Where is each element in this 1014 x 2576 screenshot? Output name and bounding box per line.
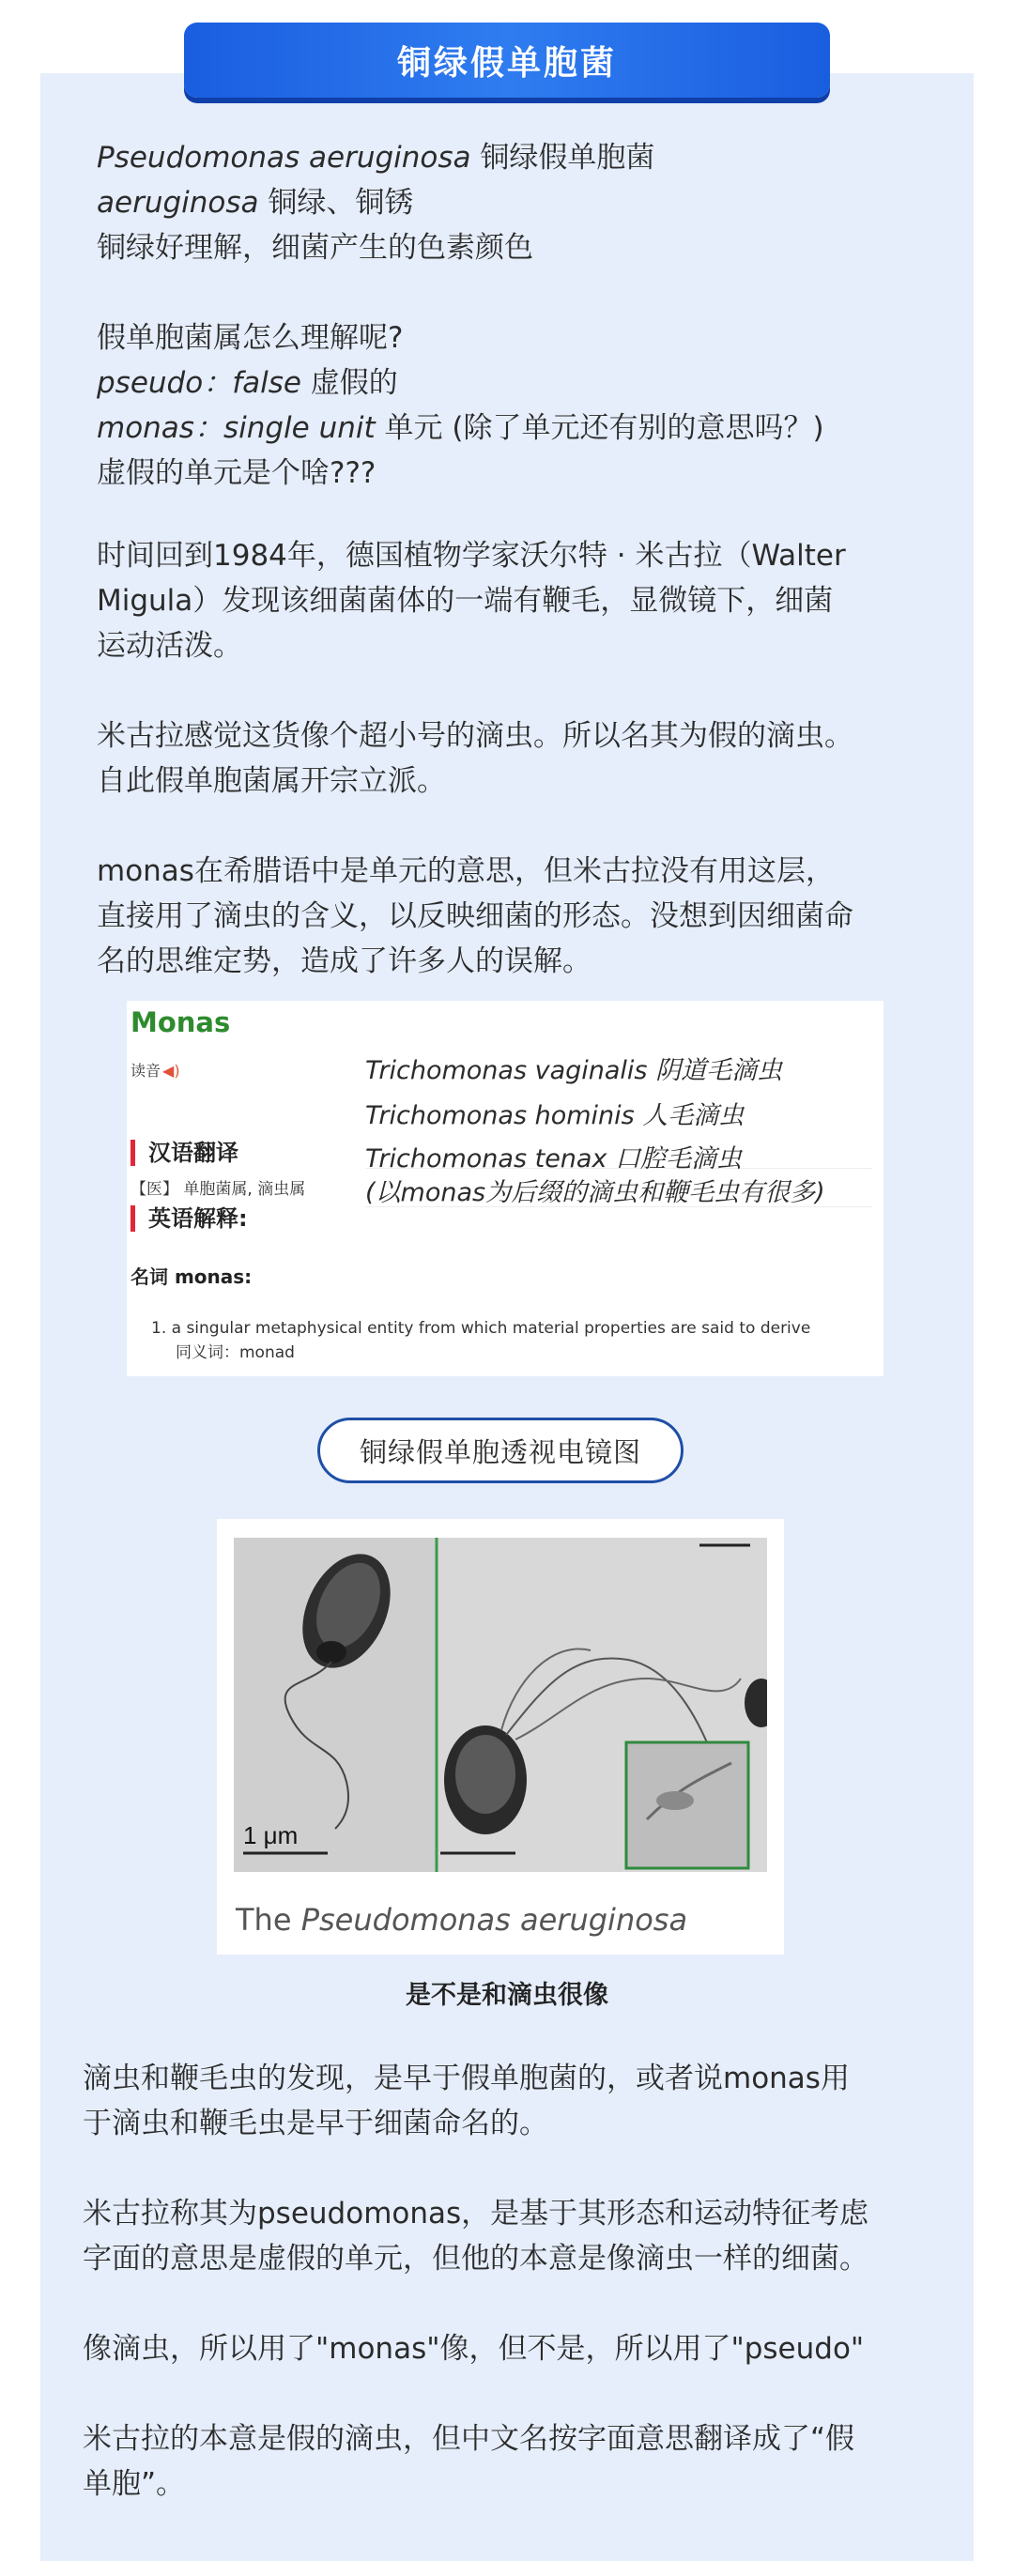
conclusion-p3: 像滴虫，所以用了"monas"像，但不是，所以用了"pseudo" [83,2332,865,2366]
history-p3-line: monas在希腊语中是单元的意思，但米古拉没有用这层， [97,854,835,888]
history-p1-line: 时间回到1984年，德国植物学家沃尔特 · 米古拉（Walter [97,539,846,573]
conclusion-p2-line: 米古拉称其为pseudomonas，是基于其形态和运动特征考虑 [83,2197,869,2231]
intro-question-1: 假单胞菌属怎么理解呢? [97,321,404,355]
example-note: (以monas为后缀的滴虫和鞭毛虫有很多) [365,1178,825,1207]
example-line: Trichomonas vaginalis 阴道毛滴虫 [365,1056,783,1085]
electron-micrograph [234,1538,767,1872]
intro-line-1: Pseudomonas aeruginosa 铜绿假单胞菌 [97,141,655,175]
intro-block [97,135,824,496]
history-p3-line: 名的思维定势，造成了许多人的误解。 [97,944,592,978]
definition: 1. a singular metaphysical entity from which material properties are said to derive 同义词：monad [151,1319,811,1362]
history-p2-line: 自此假单胞菌属开宗立派。 [97,764,446,798]
conclusion-p4-line: 单胞”。 [83,2467,186,2501]
monas-definition: monas：single unit 单元 (除了单元还有别的意思吗？) [97,411,824,445]
dictionary-headword: Monas [131,1006,231,1038]
intro-line-3: 铜绿好理解，细菌产生的色素颜色 [97,231,533,265]
intro-line-2: aeruginosa 铜绿、铜锈 [97,186,414,220]
conclusion-p1-line: 于滴虫和鞭毛虫是早于细菌命名的。 [83,2107,548,2140]
conclusion-block [83,2056,868,2507]
dictionary-screenshot [127,1001,883,1376]
pseudo-definition: pseudo：false 虚假的 [97,366,398,400]
history-p2-line: 米古拉感觉这货像个超小号的滴虫。所以名其为假的滴虫。 [97,719,853,753]
micrograph-figure [217,1519,784,1955]
micrograph-inset [626,1742,748,1868]
figure-sub-caption: 是不是和滴虫很像 [406,1981,608,2010]
history-p3-line: 直接用了滴虫的含义，以反映细菌的形态。没想到因细菌命 [97,899,853,933]
history-p1-line: Migula）发现该细菌菌体的一端有鞭毛，显微镜下，细菌 [97,584,834,618]
conclusion-p2-line: 字面的意思是虚假的单元，但他的本意是像滴虫一样的细菌。 [83,2242,868,2276]
figure-caption: The Pseudomonas aeruginosa [236,1902,688,1938]
cn-translation-heading: 汉语翻译 [131,1140,238,1166]
scale-label: 1 μm [243,1821,299,1849]
speaker-icon[interactable]: ◀) [162,1062,180,1080]
history-block [97,533,853,984]
conclusion-p1-line: 滴虫和鞭毛虫的发现，是早于假单胞菌的，或者说monas用 [83,2062,850,2095]
title-banner: 铜绿假单胞菌 [184,23,830,98]
noun-label: 名词 monas: [131,1265,253,1288]
example-line: Trichomonas tenax 口腔毛滴虫 [365,1144,743,1173]
micrograph-label-pill: 铜绿假单胞透视电镜图 [317,1418,684,1483]
conclusion-p4-line: 米古拉的本意是假的滴虫，但中文名按字面意思翻译成了“假 [83,2422,855,2456]
intro-question-2: 虚假的单元是个啥??? [97,456,376,490]
reading-label: 读音 ◀) [131,1062,180,1080]
cn-meaning: 【医】 单胞菌属, 滴虫属 [131,1180,306,1199]
example-line: Trichomonas hominis 人毛滴虫 [365,1101,745,1130]
micrograph-image [234,1538,767,1872]
en-explanation-heading: 英语解释: [131,1205,248,1232]
history-p1-line: 运动活泼。 [97,629,242,663]
